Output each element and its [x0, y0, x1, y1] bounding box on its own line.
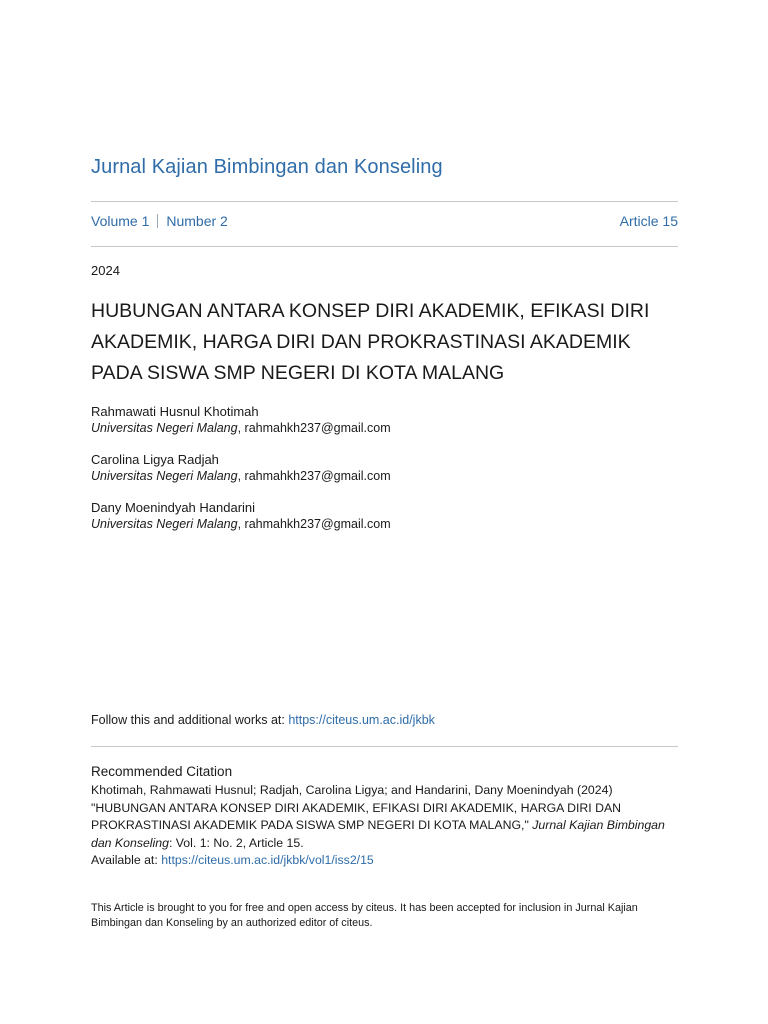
citation-body — [91, 800, 678, 853]
issue-bar — [91, 213, 678, 229]
follow-text: Follow this and additional works at: — [91, 713, 289, 727]
recommended-citation-heading: Recommended Citation — [91, 764, 233, 779]
citation-volume: : Vol. 1: No. 2, Article 15. — [168, 835, 304, 850]
author-email: , rahmahkh237@gmail.com — [237, 469, 391, 483]
citation-authors: Khotimah, Rahmawati Husnul; Radjah, Carolina Ligya; and Handarini, Dany Moenindyah (2024) — [91, 783, 613, 797]
author-email: , rahmahkh237@gmail.com — [237, 421, 391, 435]
author-name: Rahmawati Husnul Khotimah — [91, 404, 259, 419]
journal-title-link[interactable]: Jurnal Kajian Bimbingan dan Konseling — [91, 156, 443, 178]
citation-journal: Jurnal Kajian Bimbingan dan Konseling — [91, 818, 665, 850]
affiliation-name: Universitas Negeri Malang — [91, 421, 238, 435]
issue-breadcrumb — [91, 213, 228, 229]
author-name: Carolina Ligya Radjah — [91, 452, 219, 467]
follow-line — [91, 713, 435, 727]
author-affiliation — [91, 420, 391, 437]
publication-year: 2024 — [91, 263, 120, 278]
divider-issue — [91, 246, 678, 247]
divider-top — [91, 201, 678, 202]
author-name: Dany Moenindyah Handarini — [91, 500, 256, 515]
author-affiliation — [91, 516, 391, 533]
author-block — [91, 499, 391, 533]
article-link[interactable]: Article 15 — [619, 213, 678, 229]
affiliation-name: Universitas Negeri Malang — [91, 469, 238, 483]
author-block — [91, 451, 391, 485]
affiliation-name: Universitas Negeri Malang — [91, 517, 238, 531]
citation-title: "HUBUNGAN ANTARA KONSEP DIRI AKADEMIK, EFIKASI DIRI AKADEMIK, HARGA DIRI DAN PROKRASTINASI AKADEMIK PADA SISWA SMP NEGERI DI KOTA MALANG," — [91, 800, 622, 832]
follow-link[interactable]: https://citeus.um.ac.id/jkbk — [288, 713, 435, 727]
author-affiliation — [91, 468, 391, 485]
article-title: HUBUNGAN ANTARA KONSEP DIRI AKADEMIK, EFIKASI DIRI AKADEMIK, HARGA DIRI DAN PROKRASTINASI AKADEMIK PADA SISWA SMP NEGERI DI KOTA MALANG — [91, 300, 650, 384]
volume-link[interactable]: Volume 1 — [91, 213, 150, 229]
footer-notice: This Article is brought to you for free and open access by citeus. It has been accepted for inclusion in Jurnal Kajian Bimbingan dan Konseling by an authorized editor of citeus. — [91, 902, 638, 929]
citation-available — [91, 852, 678, 870]
recommended-citation-text — [91, 782, 678, 870]
author-block — [91, 403, 391, 437]
divider-citation — [91, 746, 678, 747]
number-link[interactable]: Number 2 — [166, 213, 228, 229]
available-label: Available at: — [91, 853, 162, 867]
available-link[interactable]: https://citeus.um.ac.id/jkbk/vol1/iss2/15 — [161, 853, 374, 867]
author-email: , rahmahkh237@gmail.com — [237, 517, 391, 531]
breadcrumb-separator — [157, 214, 158, 228]
